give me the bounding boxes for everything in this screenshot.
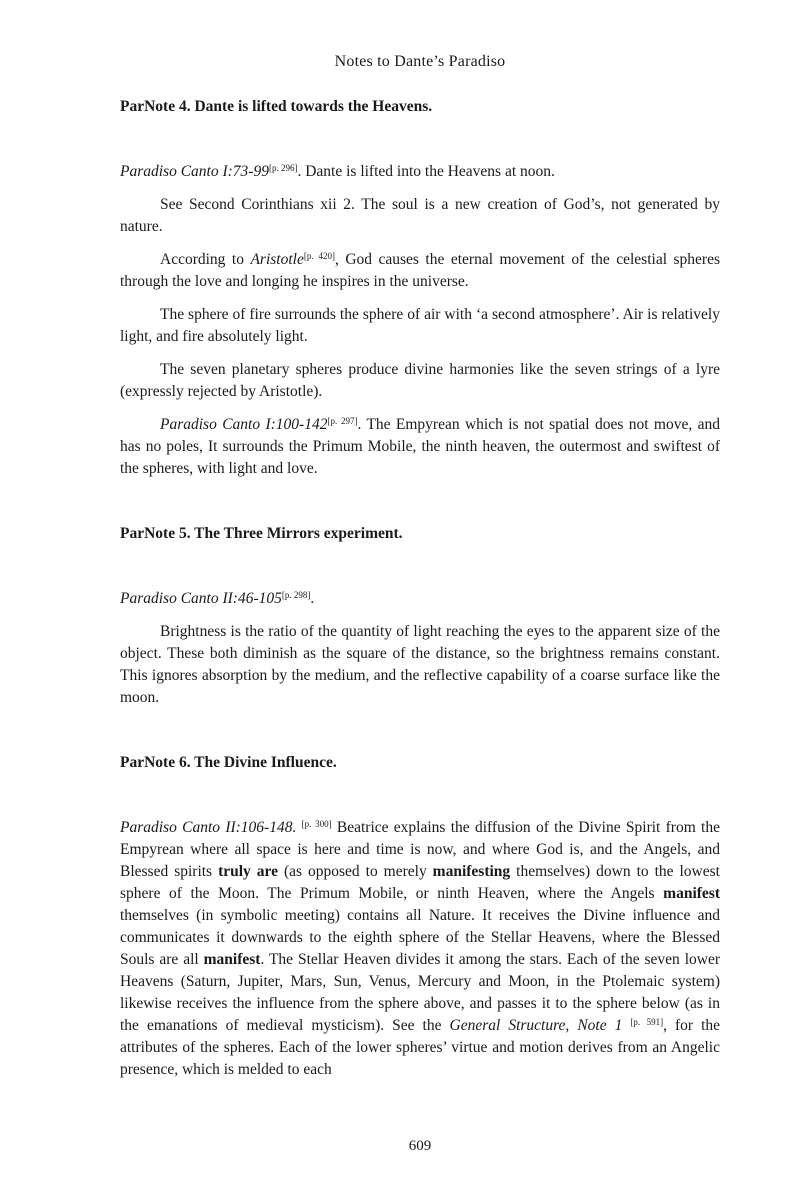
emphasis-text: manifesting: [432, 863, 511, 880]
paragraph-text: . Dante is lifted into the Heavens at noon.: [297, 163, 555, 180]
canto-reference: Paradiso Canto II:106-148.: [120, 819, 297, 836]
emphasis-text: manifest: [203, 951, 261, 968]
note-5-paragraph-1: [120, 588, 720, 610]
canto-reference: Paradiso Canto I:73-99: [120, 163, 269, 180]
note-4-paragraph-6: [120, 414, 720, 480]
emphasis-text: truly are: [218, 863, 278, 880]
emphasis-text: manifest: [663, 885, 720, 902]
paragraph-text: . The Empyrean which is not spatial does not move, and has no poles, It surrounds the Primum Mobile, the ninth heaven, the outermost and swiftest of the spheres, with light and love.: [120, 416, 720, 477]
note-4-paragraph-4: The sphere of fire surrounds the sphere of air with ‘a second atmosphere’. Air is relatively light, and fire absolutely light.: [120, 306, 720, 345]
note-6-paragraph-1: [120, 817, 720, 1081]
paragraph-text: . The Stellar Heaven divides it among the stars. Each of the seven lower Heavens (Saturn, Jupiter, Mars, Sun, Venus, Mercury and Moon, in the Ptolemaic system) likewise receives the influence from the sphere above, and passes it to the sphere below (as in the emanations of medieval mysticism). See the: [120, 951, 720, 1034]
paragraph-text: themselves) down to the lowest sphere of the Moon. The Primum Mobile, or ninth Heaven, where the Angels: [120, 863, 720, 902]
note-4-paragraph-3: [120, 249, 720, 293]
canto-reference: Paradiso Canto I:100-142: [160, 416, 328, 433]
page-content: [120, 96, 720, 1081]
structure-reference: General Structure, Note 1: [449, 1017, 623, 1034]
note-5-heading: ParNote 5. The Three Mirrors experiment.: [120, 525, 403, 542]
page-number: 609: [408, 1138, 432, 1154]
note-6-heading: ParNote 6. The Divine Influence.: [120, 754, 337, 771]
page-reference: [p. 296]: [268, 163, 298, 173]
paragraph-text: .: [310, 590, 315, 607]
paragraph-text: Beatrice explains the diffusion of the Divine Spirit from the Empyrean where all space is here and time is now, and where God is, and the Angels, and Blessed spirits: [120, 819, 720, 880]
note-5-paragraph-2: Brightness is the ratio of the quantity of light reaching the eyes to the apparent size of the object. These both diminish as the square of the distance, so the brightness remains constant. This ignores absorption by the medium, and the reflective capability of a coarse surface like the moon.: [120, 623, 720, 706]
aristotle-reference: Aristotle: [250, 251, 304, 268]
page-reference: [p. 591]: [630, 1017, 664, 1027]
canto-reference: Paradiso Canto II:46-105: [120, 590, 282, 607]
paragraph-text: , God causes the eternal movement of the celestial spheres through the love and longing he inspires in the universe.: [120, 251, 720, 290]
note-4-paragraph-5: The seven planetary spheres produce divine harmonies like the seven strings of a lyre (expressly rejected by Aristotle).: [120, 361, 720, 400]
paragraph-text: (as opposed to merely: [277, 863, 433, 880]
page-reference: [p. 300]: [301, 819, 332, 829]
running-title: Notes to Dante’s Paradiso: [334, 53, 506, 70]
note-4-paragraph-2: See Second Corinthians xii 2. The soul is a new creation of God’s, not generated by nature.: [120, 196, 720, 235]
paragraph-text: themselves (in symbolic meeting) contains all Nature. It receives the Divine influence and communicates it downwards to the eighth sphere of the Stellar Heavens, where the Blessed Souls are all: [120, 907, 720, 968]
page-reference: [p. 420]: [303, 251, 335, 261]
page-reference: [p. 298]: [281, 590, 311, 600]
paragraph-text: , for the attributes of the spheres. Each of the lower spheres’ virtue and motion derives from an Angelic presence, which is melded to each: [120, 1017, 721, 1078]
note-4-heading: ParNote 4. Dante is lifted towards the Heavens.: [120, 98, 433, 115]
page-reference: [p. 297]: [327, 416, 358, 426]
paragraph-text: According to: [160, 251, 251, 268]
note-4-paragraph-1: [120, 161, 720, 183]
